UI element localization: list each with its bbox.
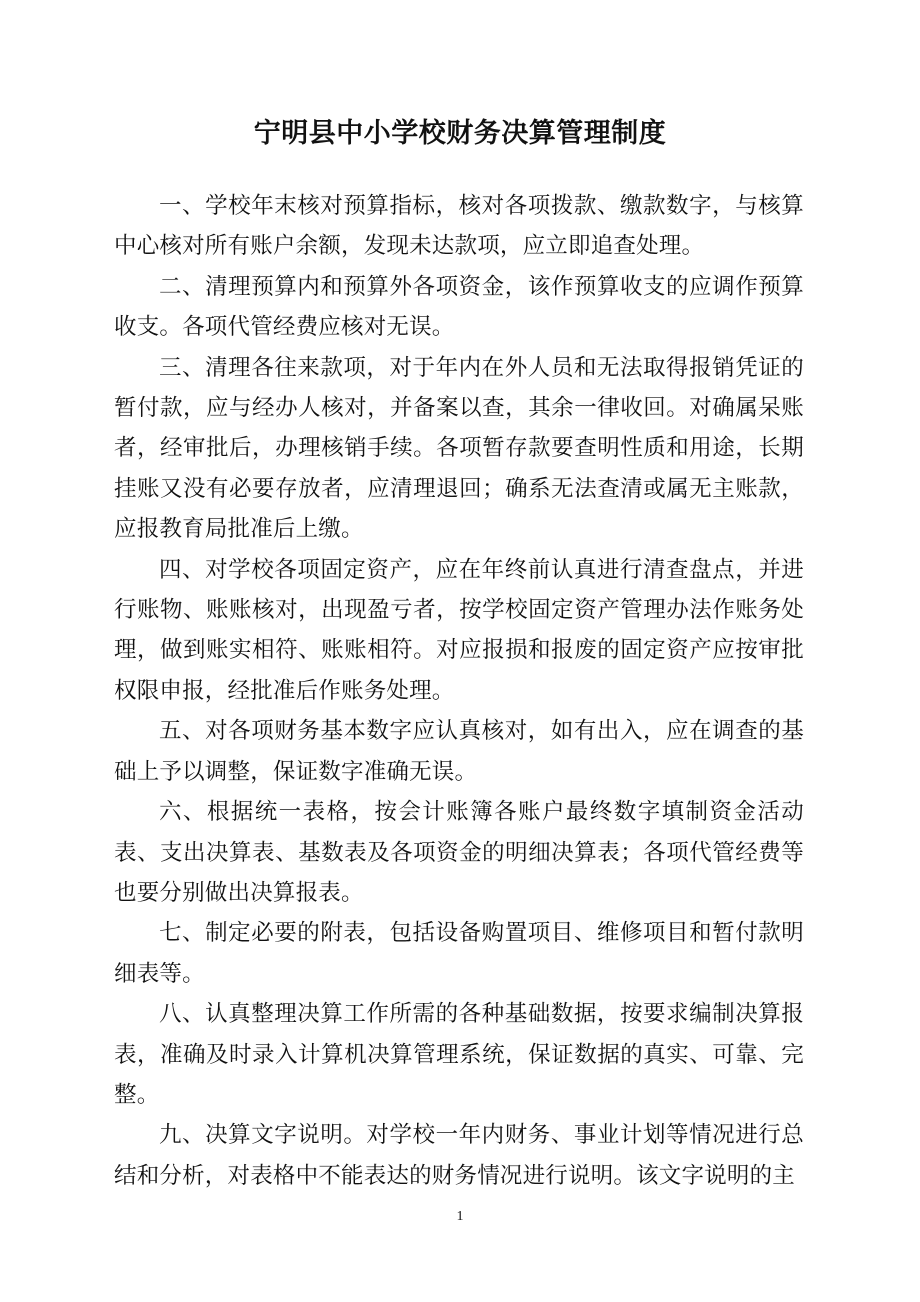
paragraph-6: 六、根据统一表格，按会计账簿各账户最终数字填制资金活动表、支出决算表、基数表及各项资金的明细决算表；各项代管经费等也要分别做出决算报表。 [114, 799, 804, 906]
paragraph-5: 五、对各项财务基本数字应认真核对，如有出入，应在调查的基础上予以调整，保证数字准确无误。 [114, 718, 804, 785]
document-title: 宁明县中小学校财务决算管理制度 [253, 118, 667, 149]
paragraph-1: 一、学校年末核对预算指标，核对各项拨款、缴款数字，与核算中心核对所有账户余额，发现未达款项，应立即追查处理。 [114, 193, 804, 260]
document-body [114, 186, 804, 1196]
paragraph-3: 三、清理各往来款项，对于年内在外人员和无法取得报销凭证的暂付款，应与经办人核对，并备案以查，其余一律收回。对确属呆账者，经审批后，办理核销手续。各项暂存款要查明性质和用途，长期挂账又没有必要存放者，应清理退回；确系无法查清或属无主账款，应报教育局批准后上缴。 [114, 354, 804, 543]
paragraph-2: 二、清理预算内和预算外各项资金，该作预算收支的应调作预算收支。各项代管经费应核对无误。 [114, 273, 804, 341]
paragraph-9: 九、决算文字说明。对学校一年内财务、事业计划等情况进行总结和分析，对表格中不能表达的财务情况进行说明。该文字说明的主 [114, 1122, 804, 1189]
paragraph-8: 八、认真整理决算工作所需的各种基础数据，按要求编制决算报表，准确及时录入计算机决算管理系统，保证数据的真实、可靠、完整。 [114, 1001, 804, 1108]
paragraph-7: 七、制定必要的附表，包括设备购置项目、维修项目和暂付款明细表等。 [114, 920, 804, 987]
page-number: 1 [456, 1209, 464, 1224]
paragraph-4: 四、对学校各项固定资产，应在年终前认真进行清查盘点，并进行账物、账账核对，出现盈亏者，按学校固定资产管理办法作账务处理，做到账实相符、账账相符。对应报损和报废的固定资产应按审批权限申报，经批准后作账务处理。 [114, 556, 804, 704]
